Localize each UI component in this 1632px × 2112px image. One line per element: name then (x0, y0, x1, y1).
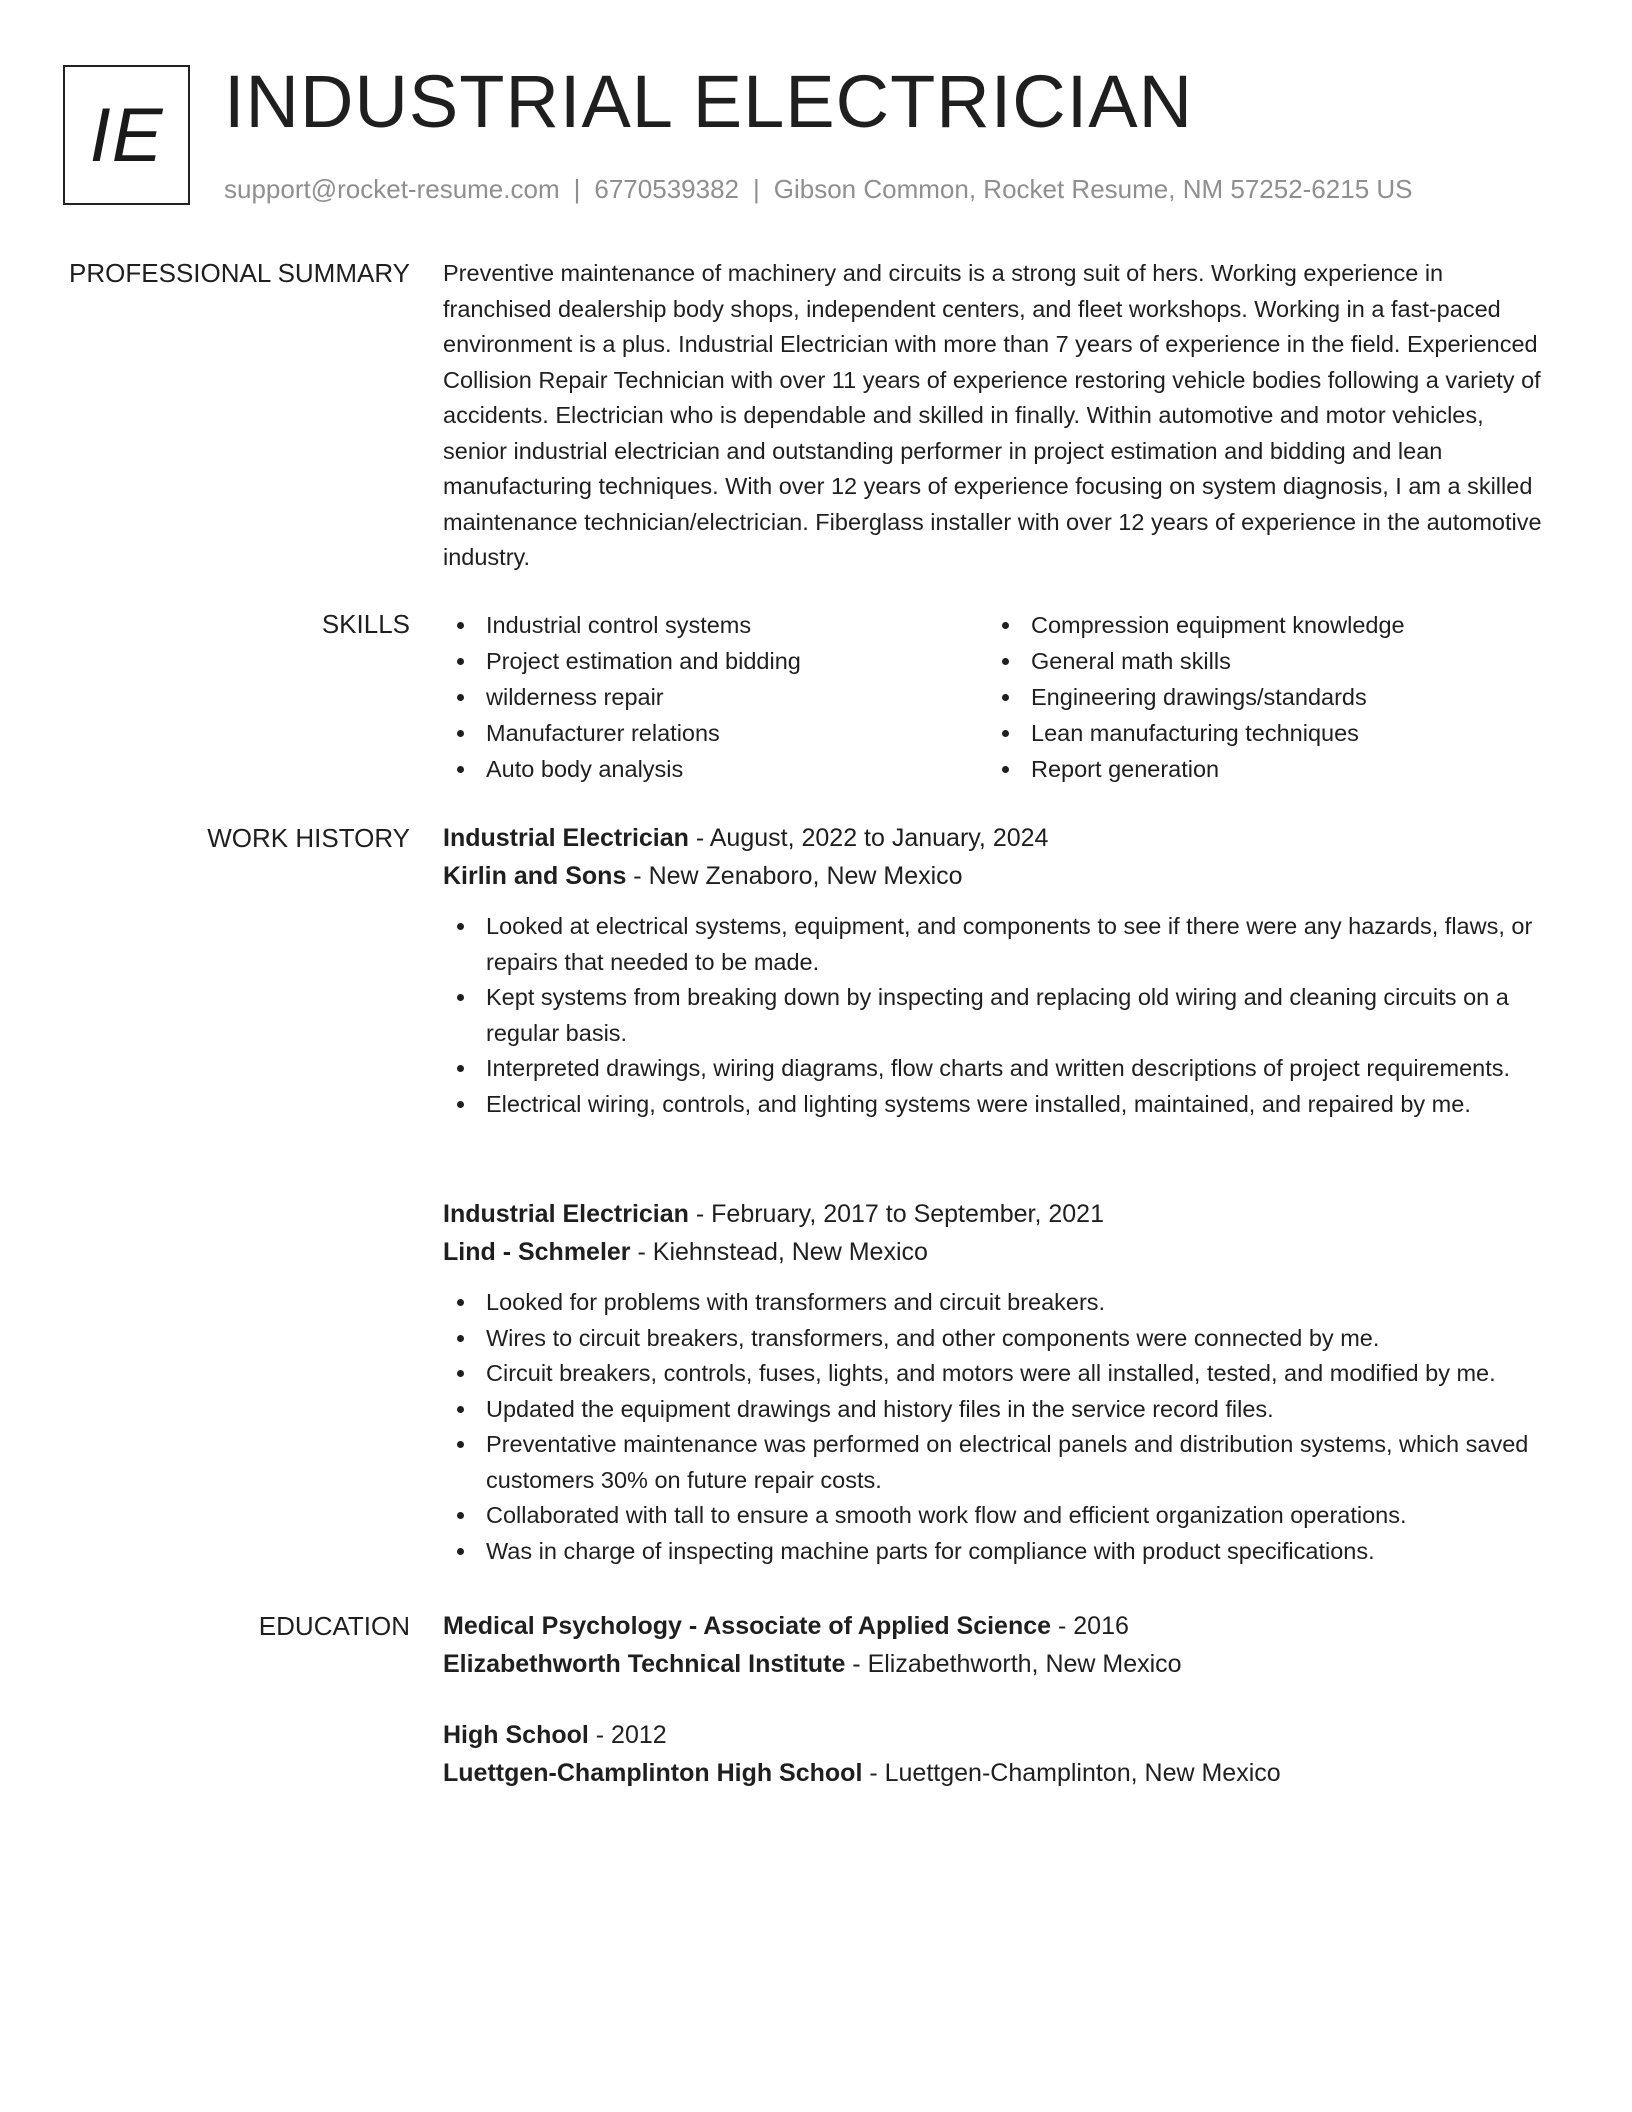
job-location: - Kiehnstead, New Mexico (630, 1238, 928, 1266)
education-entry (443, 1607, 1553, 1683)
job-dates: - August, 2022 to January, 2024 (688, 824, 1049, 852)
education-degree: Medical Psychology - Associate of Applied Science (443, 1612, 1052, 1640)
skill-item: Project estimation and bidding (443, 643, 988, 679)
duty-item: Looked at electrical systems, equipment, and components to see if there were any hazards, flaws, or repairs that needed to be made. (443, 909, 1553, 980)
skill-item: Compression equipment knowledge (988, 607, 1533, 643)
education-location: - Elizabethworth, New Mexico (845, 1650, 1182, 1678)
job-title: Industrial Electrician (443, 1200, 689, 1228)
education-school-line (443, 1645, 1553, 1683)
education-degree-line (443, 1716, 1553, 1754)
skill-item: Manufacturer relations (443, 715, 988, 751)
skill-item: General math skills (988, 643, 1533, 679)
duty-item: Was in charge of inspecting machine parts for compliance with product specifications. (443, 1534, 1553, 1570)
contact-separator: | (753, 174, 760, 204)
summary-text: Preventive maintenance of machinery and circuits is a strong suit of hers. Working experience in franchised dealership body shops, independent centers, and fleet workshops. Working in a fast-paced environment is a plus. Industrial Electrician with more than 7 years of experience in the field. Experienced Collision Repair Technician with over 11 years of experience restoring vehicle bodies following a variety of accidents. Electrician who is dependable and skilled in finally. Within automotive and motor vehicles, senior industrial electrician and outstanding performer in project estimation and bidding and lean manufacturing techniques. With over 12 years of experience focusing on system diagnosis, I am a skilled maintenance technician/electrician. Fiberglass installer with over 12 years of experience in the automotive industry. (443, 260, 1542, 570)
job-title-line (443, 819, 1553, 857)
skill-item: Industrial control systems (443, 607, 988, 643)
skill-item: Auto body analysis (443, 751, 988, 787)
job-title-line (443, 1195, 1553, 1233)
section-label-work-history: WORK HISTORY (207, 823, 410, 853)
job-location: - New Zenaboro, New Mexico (626, 862, 963, 890)
monogram-logo: IE (63, 65, 190, 205)
duty-item: Collaborated with tall to ensure a smooth work flow and efficient organization operations. (443, 1498, 1553, 1534)
job-entry (443, 1195, 1553, 1569)
education-school-line (443, 1754, 1553, 1792)
job-company: Lind - Schmeler (443, 1238, 631, 1266)
job-company: Kirlin and Sons (443, 862, 627, 890)
education-location: - Luettgen-Champlinton, New Mexico (862, 1759, 1281, 1787)
section-label-summary: PROFESSIONAL SUMMARY (69, 258, 410, 288)
job-duties (443, 909, 1553, 1122)
job-company-line (443, 1233, 1553, 1271)
duty-item: Wires to circuit breakers, transformers, and other components were connected by me. (443, 1321, 1553, 1357)
duty-item: Kept systems from breaking down by inspecting and replacing old wiring and cleaning circuits on a regular basis. (443, 980, 1553, 1051)
job-dates: - February, 2017 to September, 2021 (688, 1200, 1104, 1228)
contact-line (224, 173, 1413, 205)
skills-column-left (443, 607, 988, 787)
contact-email[interactable]: support@rocket-resume.com (224, 174, 560, 204)
skill-item: wilderness repair (443, 679, 988, 715)
duty-item: Circuit breakers, controls, fuses, lights, and motors were all installed, tested, and modified by me. (443, 1356, 1553, 1392)
skills-list (443, 607, 1553, 787)
resume-title: INDUSTRIAL ELECTRICIAN (224, 60, 1194, 143)
education-year: - 2016 (1051, 1612, 1129, 1640)
skills-column-right (988, 607, 1533, 787)
skill-item: Engineering drawings/standards (988, 679, 1533, 715)
duty-item: Interpreted drawings, wiring diagrams, flow charts and written descriptions of project requirements. (443, 1051, 1553, 1087)
section-label-skills: SKILLS (321, 609, 410, 639)
duty-item: Updated the equipment drawings and history files in the service record files. (443, 1392, 1553, 1428)
section-label-education: EDUCATION (258, 1611, 410, 1641)
job-title: Industrial Electrician (443, 824, 689, 852)
skill-item: Lean manufacturing techniques (988, 715, 1533, 751)
contact-separator: | (573, 174, 581, 204)
job-company-line (443, 857, 1553, 895)
job-duties (443, 1285, 1553, 1569)
skill-item: Report generation (988, 751, 1533, 787)
duty-item: Electrical wiring, controls, and lighting systems were installed, maintained, and repaired by me. (443, 1087, 1553, 1123)
education-degree: High School (443, 1721, 589, 1749)
duty-item: Preventative maintenance was performed on electrical panels and distribution systems, which saved customers 30% on future repair costs. (443, 1427, 1553, 1498)
contact-phone[interactable]: 6770539382 (594, 174, 739, 204)
education-school: Elizabethworth Technical Institute (443, 1650, 846, 1678)
education-degree-line (443, 1607, 1553, 1645)
education-entry (443, 1716, 1553, 1792)
duty-item: Looked for problems with transformers and circuit breakers. (443, 1285, 1553, 1321)
contact-address: Gibson Common, Rocket Resume, NM 57252-6215 US (773, 174, 1413, 204)
education-school: Luettgen-Champlinton High School (443, 1759, 863, 1787)
job-entry (443, 819, 1553, 1122)
education-year: - 2012 (588, 1721, 667, 1749)
